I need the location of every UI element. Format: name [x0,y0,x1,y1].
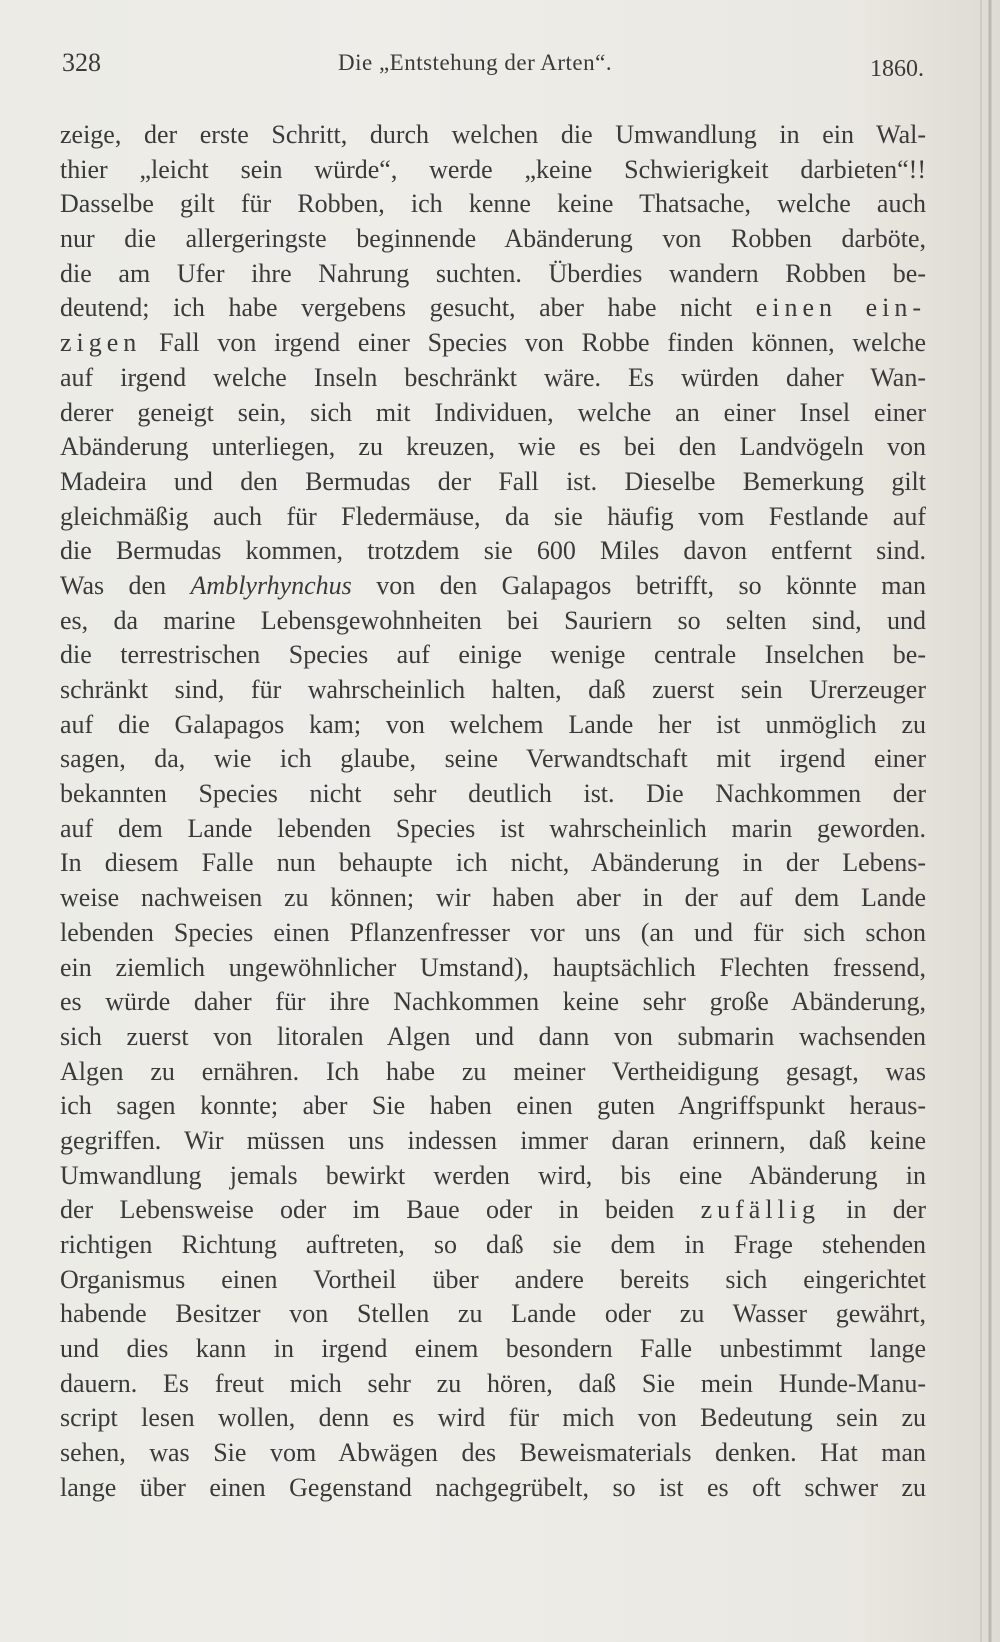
text-line: Umwandlung jemals bewirkt werden wird, bis eine Abänderung in [60,1160,926,1190]
text-line: sehen, was Sie vom Abwägen des Beweismaterials denken. Hat man [60,1438,926,1468]
text-line: gegriffen. Wir müssen uns indessen immer daran erinnern, daß keine [60,1125,926,1155]
text-line: script lesen wollen, denn es wird für mich von Bedeutung sein zu [60,1403,926,1433]
running-title: Die „Entstehung der Arten“. [338,50,613,75]
text-line: es würde daher für ihre Nachkommen keine sehr große Abänderung, [60,987,926,1017]
text-line: weise nachweisen zu können; wir haben aber in der auf dem Lande [60,883,926,913]
text-line: auf dem Lande lebenden Species ist wahrscheinlich marin geworden. [60,813,926,843]
text-line: lange über einen Gegenstand nachgegrübelt, so ist es oft schwer zu [60,1472,926,1502]
text-line: auf irgend welche Inseln beschränkt wäre. Es würden daher Wan- [60,362,926,392]
text-line: bekannten Species nicht sehr deutlich ist. Die Nachkommen der [60,779,926,809]
text-line: die am Ufer ihre Nahrung suchten. Überdies wandern Robben be- [60,258,926,288]
text-line: und dies kann in irgend einem besondern Falle unbestimmt lange [60,1334,926,1364]
text-line: Abänderung unterliegen, zu kreuzen, wie es bei den Landvögeln von [60,432,926,462]
spaced-emphasis: einen ein- [755,293,926,323]
text-line: gleichmäßig auch für Fledermäuse, da sie häufig vom Festlande auf [60,501,926,531]
text-line: Dasselbe gilt für Robben, ich kenne keine Thatsache, welche auch [60,189,926,219]
text-line: thier „leicht sein würde“, werde „keine Schwierigkeit darbieten“!! [60,154,926,184]
text-line: richtigen Richtung auftreten, so daß sie dem in Frage stehenden [60,1230,926,1259]
italic-genus-name: Amblyrhynchus [190,570,352,600]
text-line: ein ziemlich ungewöhnlicher Umstand), hauptsächlich Flechten fressend, [60,952,926,982]
text-line: In diesem Falle nun behaupte ich nicht, Abänderung in der Lebens- [60,848,926,878]
text-line: zeige, der erste Schritt, durch welchen die Umwandlung in ein Wal- [60,120,926,149]
text-line: Algen zu ernähren. Ich habe zu meiner Vertheidigung gesagt, was [60,1056,926,1086]
text-line: dauern. Es freut mich sehr zu hören, daß Sie mein Hunde-Manu- [60,1368,926,1398]
page-number: 328 [62,48,101,77]
text-line: Was den Amblyrhynchus von den Galapagos betrifft, so könnte man [60,570,926,600]
text-line: sagen, da, wie ich glaube, seine Verwandtschaft mit irgend einer [60,744,926,774]
body-text [60,118,926,1506]
page-edge-shadow [988,0,992,1642]
text-line: deutend; ich habe vergebens gesucht, aber habe nicht einen ein- [60,293,926,323]
text-line: lebenden Species einen Pflanzenfresser vor uns (an und für sich schon [60,917,926,947]
text-line: sich zuerst von litoralen Algen und dann von submarin wachsenden [60,1021,926,1051]
text-line: es, da marine Lebensgewohnheiten bei Sauriern so selten sind, und [60,605,926,635]
text-line: derer geneigt sein, sich mit Individuen, welche an einer Insel einer [60,397,926,427]
text-line: schränkt sind, für wahrscheinlich halten, daß zuerst sein Urerzeuger [60,675,926,704]
spaced-emphasis: zufällig [700,1195,820,1225]
text-line: die terrestrischen Species auf einige wenige centrale Inselchen be- [60,640,926,670]
text-line: der Lebensweise oder im Baue oder in beiden zufällig in der [60,1195,926,1225]
text-line: ich sagen konnte; aber Sie haben einen guten Angriffspunkt heraus- [60,1091,926,1121]
text-line: Madeira und den Bermudas der Fall ist. Dieselbe Bemerkung gilt [60,466,926,496]
header-year: 1860. [870,56,924,82]
spaced-emphasis: zigen [60,328,142,358]
text-line: nur die allergeringste beginnende Abänderung von Robben darböte, [60,224,926,254]
text-line: Organismus einen Vortheil über andere bereits sich eingerichtet [60,1264,926,1294]
text-line: auf die Galapagos kam; von welchem Lande her ist unmöglich zu [60,709,926,739]
running-header [62,48,924,88]
text-line: die Bermudas kommen, trotzdem sie 600 Miles davon entfernt sind. [60,536,926,566]
text-line: habende Besitzer von Stellen zu Lande oder zu Wasser gewährt, [60,1299,926,1329]
page-edge-line [980,0,982,1642]
text-line: zigen Fall von irgend einer Species von Robbe finden können, welche [60,328,926,358]
